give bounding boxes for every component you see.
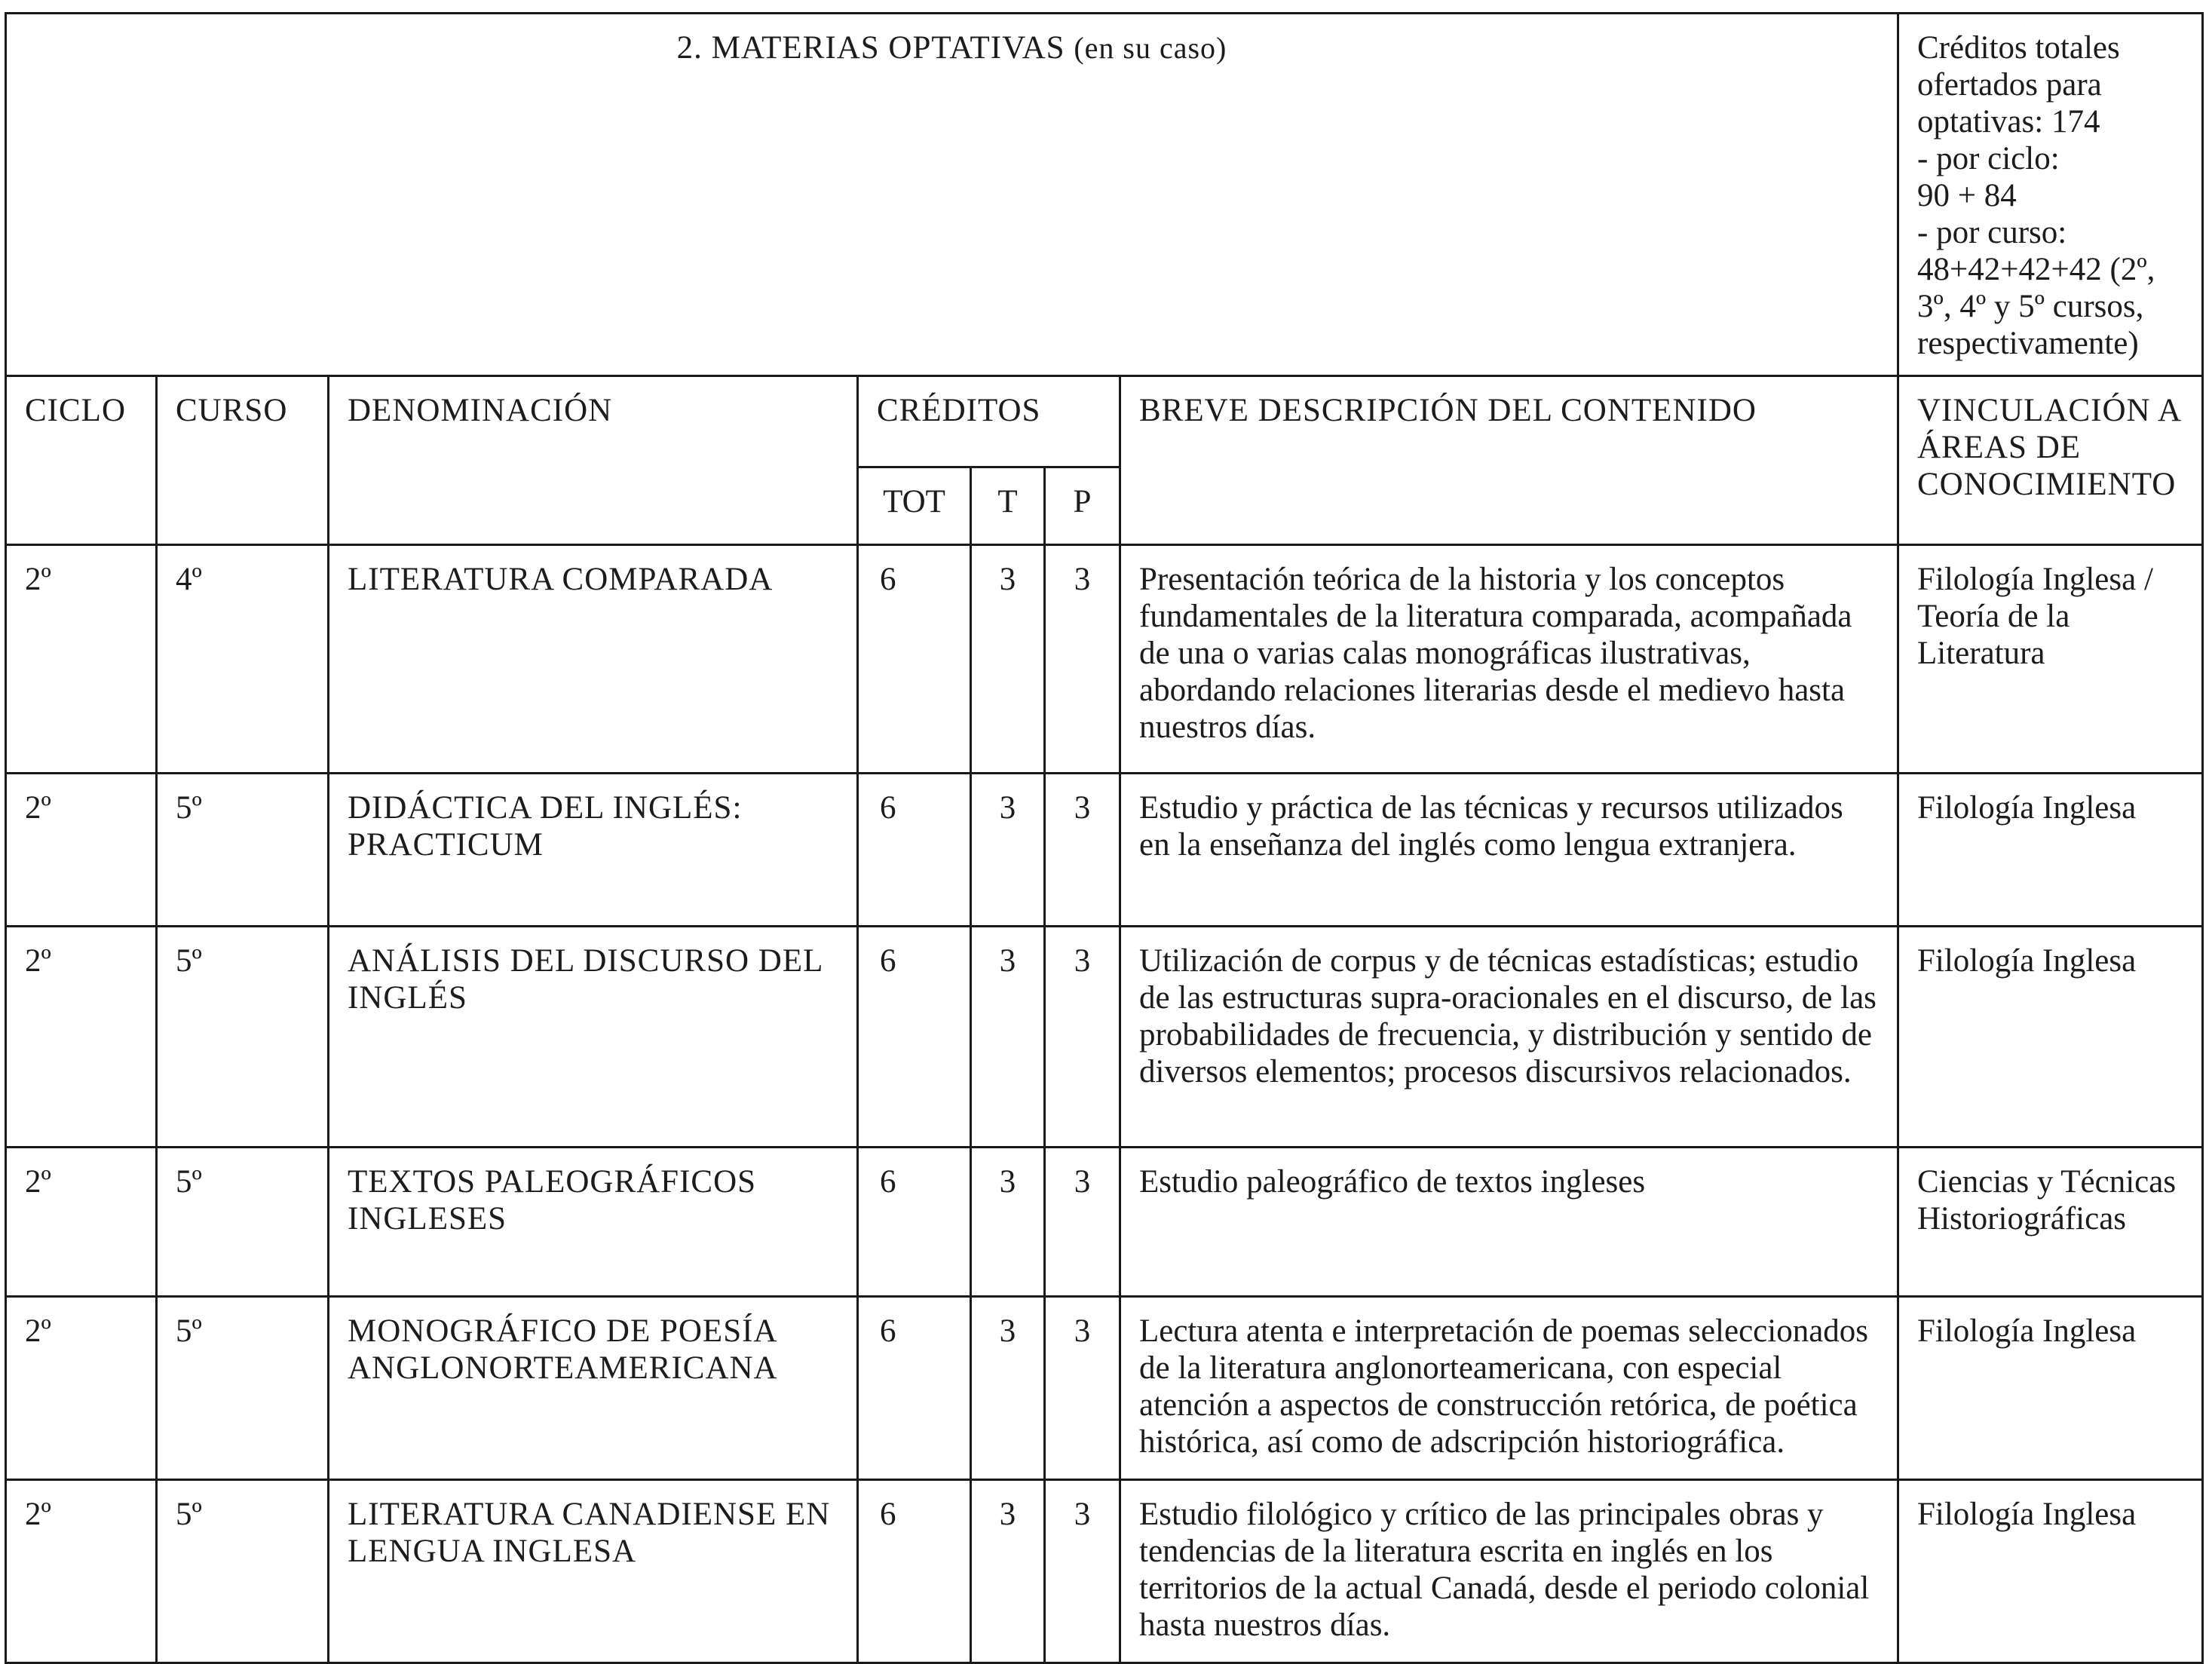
optional-subjects-table [5,12,2204,1664]
section-title: 2. MATERIAS OPTATIVAS [676,30,1065,66]
table-row [6,927,2203,1148]
credits-summary-line: 48+42+42+42 (2º, [1917,252,2155,287]
table-row [6,1480,2203,1663]
cell-curso: 5º [157,1297,329,1480]
cell-ciclo: 2º [6,545,157,774]
cell-tot: 6 [858,1297,971,1480]
cell-descripcion: Lectura atenta e interpretación de poemas seleccionados de la literatura anglonorteamericana, con especial atención a aspectos de construcción retórica, de poética histórica, así como de adscripción historiográfica. [1120,1297,1898,1480]
cell-vinculacion: Filología Inglesa [1898,774,2203,927]
credits-summary-line: ofertados para [1917,67,2102,103]
section-title-cell [6,14,1898,376]
cell-denominacion: TEXTOS PALEOGRÁFICOS INGLESES [329,1148,858,1297]
cell-ciclo: 2º [6,774,157,927]
header-curso: CURSO [157,376,329,545]
cell-p: 3 [1045,774,1120,927]
cell-t: 3 [971,545,1045,774]
cell-p: 3 [1045,1480,1120,1663]
cell-ciclo: 2º [6,1148,157,1297]
cell-curso: 4º [157,545,329,774]
cell-t: 3 [971,774,1045,927]
cell-ciclo: 2º [6,1480,157,1663]
header-denominacion: DENOMINACIÓN [329,376,858,545]
cell-vinculacion: Filología Inglesa [1898,1297,2203,1480]
cell-tot: 6 [858,1480,971,1663]
header-creditos: CRÉDITOS [858,376,1120,467]
cell-descripcion: Estudio y práctica de las técnicas y recursos utilizados en la enseñanza del inglés como lengua extranjera. [1120,774,1898,927]
cell-descripcion: Presentación teórica de la historia y los conceptos fundamentales de la literatura comparada, acompañada de una o varias calas monográficas ilustrativas, abordando relaciones literarias desde el medievo hasta nuestros días. [1120,545,1898,774]
credits-summary-line: respectivamente) [1917,326,2139,361]
header-ciclo: CICLO [6,376,157,545]
cell-p: 3 [1045,1297,1120,1480]
header-p: P [1045,467,1120,545]
cell-tot: 6 [858,1148,971,1297]
cell-vinculacion: Ciencias y Técnicas Historiográficas [1898,1148,2203,1297]
cell-descripcion: Estudio filológico y crítico de las principales obras y tendencias de la literatura escrita en inglés en los territorios de la actual Canadá, desde el periodo colonial hasta nuestros días. [1120,1480,1898,1663]
cell-p: 3 [1045,927,1120,1148]
credits-summary-line: - por ciclo: [1917,141,2060,176]
cell-tot: 6 [858,774,971,927]
header-vinculacion: VINCULACIÓN A ÁREAS DE CONOCIMIENTO [1898,376,2203,545]
cell-vinculacion: Filología Inglesa / Teoría de la Literatura [1898,545,2203,774]
cell-descripcion: Utilización de corpus y de técnicas estadísticas; estudio de las estructuras supra-oracionales en el discurso, de las probabilidades de frecuencia, y distribución y sentido de diversos elementos; procesos discursivos relacionados. [1120,927,1898,1148]
cell-denominacion: ANÁLISIS DEL DISCURSO DEL INGLÉS [329,927,858,1148]
title-row [6,14,2203,376]
header-descripcion: BREVE DESCRIPCIÓN DEL CONTENIDO [1120,376,1898,545]
section-title-suffix: (en su caso) [1074,31,1227,65]
cell-descripcion: Estudio paleográfico de textos ingleses [1120,1148,1898,1297]
cell-denominacion: LITERATURA CANADIENSE EN LENGUA INGLESA [329,1480,858,1663]
credits-summary-line: - por curso: [1917,215,2067,250]
cell-vinculacion: Filología Inglesa [1898,927,2203,1148]
cell-p: 3 [1045,545,1120,774]
table-row [6,1148,2203,1297]
credits-summary-line: Créditos totales [1917,30,2120,66]
credits-summary-line: 3º, 4º y 5º cursos, [1917,289,2144,324]
cell-denominacion: DIDÁCTICA DEL INGLÉS: PRACTICUM [329,774,858,927]
cell-curso: 5º [157,1480,329,1663]
cell-curso: 5º [157,1148,329,1297]
cell-ciclo: 2º [6,1297,157,1480]
credits-summary-line: optativas: 174 [1917,104,2100,139]
cell-denominacion: LITERATURA COMPARADA [329,545,858,774]
cell-t: 3 [971,1480,1045,1663]
cell-t: 3 [971,1297,1045,1480]
cell-tot: 6 [858,545,971,774]
document-page [5,12,2201,1643]
cell-t: 3 [971,1148,1045,1297]
cell-t: 3 [971,927,1045,1148]
table-row [6,774,2203,927]
credits-summary-line: 90 + 84 [1917,178,2017,213]
cell-vinculacion: Filología Inglesa [1898,1480,2203,1663]
cell-curso: 5º [157,927,329,1148]
total-credits-summary [1898,14,2203,376]
cell-denominacion: MONOGRÁFICO DE POESÍA ANGLONORTEAMERICANA [329,1297,858,1480]
cell-p: 3 [1045,1148,1120,1297]
column-header-row [6,376,2203,467]
cell-tot: 6 [858,927,971,1148]
cell-curso: 5º [157,774,329,927]
table-row [6,1297,2203,1480]
cell-ciclo: 2º [6,927,157,1148]
table-row [6,545,2203,774]
header-t: T [971,467,1045,545]
header-tot: TOT [858,467,971,545]
